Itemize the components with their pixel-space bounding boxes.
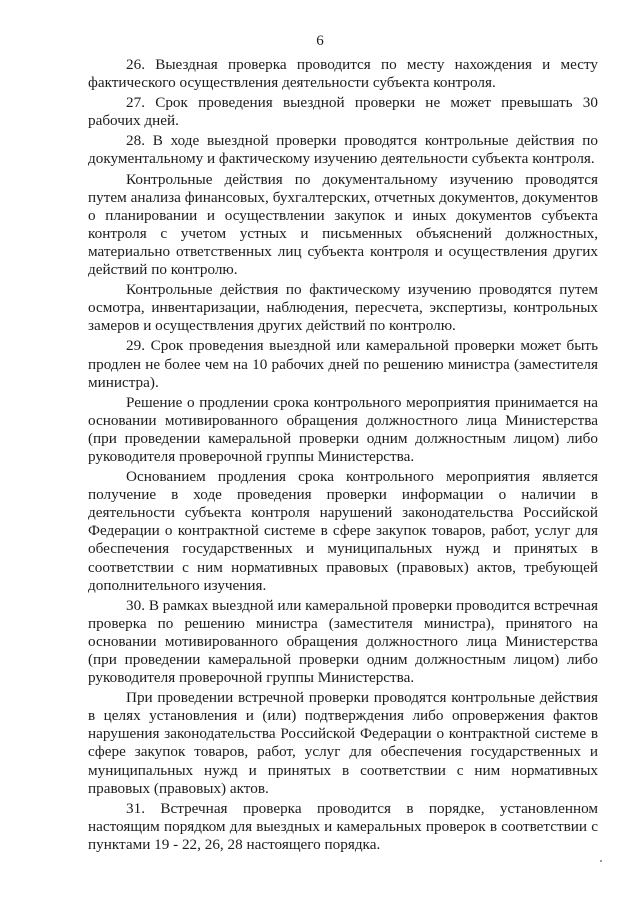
paragraph-31: 31. Встречная проверка проводится в порядке, установленном настоящим порядком для выездных и камеральных проверок в соответствии с пунктами 19 - 22, 26, 28 настоящего порядка.	[88, 799, 598, 853]
paragraph-27: 27. Срок проведения выездной проверки не может превышать 30 рабочих дней.	[88, 94, 598, 130]
paragraph-28: 28. В ходе выездной проверки проводятся контрольные действия по документальному и фактическому изучению деятельности субъекта контроля.	[88, 132, 598, 168]
paragraph-30: 30. В рамках выездной или камеральной проверки проводится встречная проверка по решению министра (заместителя министра), принятого на основании мотивированного обращения должностного лица Министерства (при проведении камеральной проверки одним должностным лицом) либо руководителя проверочной группы Министерства.	[88, 596, 598, 687]
paragraph-documentary-study: Контрольные действия по документальному изучению проводятся путем анализа финансовых, бухгалтерских, отчетных документов, документов о планировании и осуществлении закупок и иных документов субъекта контроля с учетом устных и письменных объяснений должностных, материально ответственных лиц субъекта контроля и осуществления других действий по контролю.	[88, 170, 598, 279]
paragraph-extension-grounds: Основанием продления срока контрольного мероприятия является получение в ходе проведения проверки информации о наличии в деятельности субъекта контроля нарушений законодательства Российской Федерации о контрактной системе в сфере закупок товаров, работ, услуг для обеспечения государственных и муниципальных нужд и принятых в соответствии с ним нормативных правовых (правовых) актов, требующей дополнительного изучения.	[88, 468, 598, 594]
page-number: 6	[316, 33, 324, 49]
paragraph-29: 29. Срок проведения выездной или камеральной проверки может быть продлен не более чем на 10 рабочих дней по решению министра (заместителя министра).	[88, 337, 598, 391]
document-body	[88, 56, 598, 856]
paragraph-counter-check-actions: При проведении встречной проверки проводятся контрольные действия в целях установления и (или) подтверждения либо опровержения фактов нарушения законодательства Российской Федерации о контрактной системе в сфере закупок товаров, работ, услуг для обеспечения государственных и муниципальных нужд и принятых в соответствии с ним нормативных правовых (правовых) актов.	[88, 689, 598, 797]
paragraph-actual-study: Контрольные действия по фактическому изучению проводятся путем осмотра, инвентаризации, наблюдения, пересчета, экспертизы, контрольных замеров и осуществления других действий по контролю.	[88, 281, 598, 335]
paragraph-extension-decision: Решение о продлении срока контрольного мероприятия принимается на основании мотивированного обращения должностного лица Министерства (при проведении камеральной проверки одним должностным лицом) либо руководителя проверочной группы Министерства.	[88, 393, 598, 465]
scan-speck	[600, 860, 602, 862]
paragraph-26: 26. Выездная проверка проводится по месту нахождения и месту фактического осуществления деятельности субъекта контроля.	[88, 56, 598, 92]
